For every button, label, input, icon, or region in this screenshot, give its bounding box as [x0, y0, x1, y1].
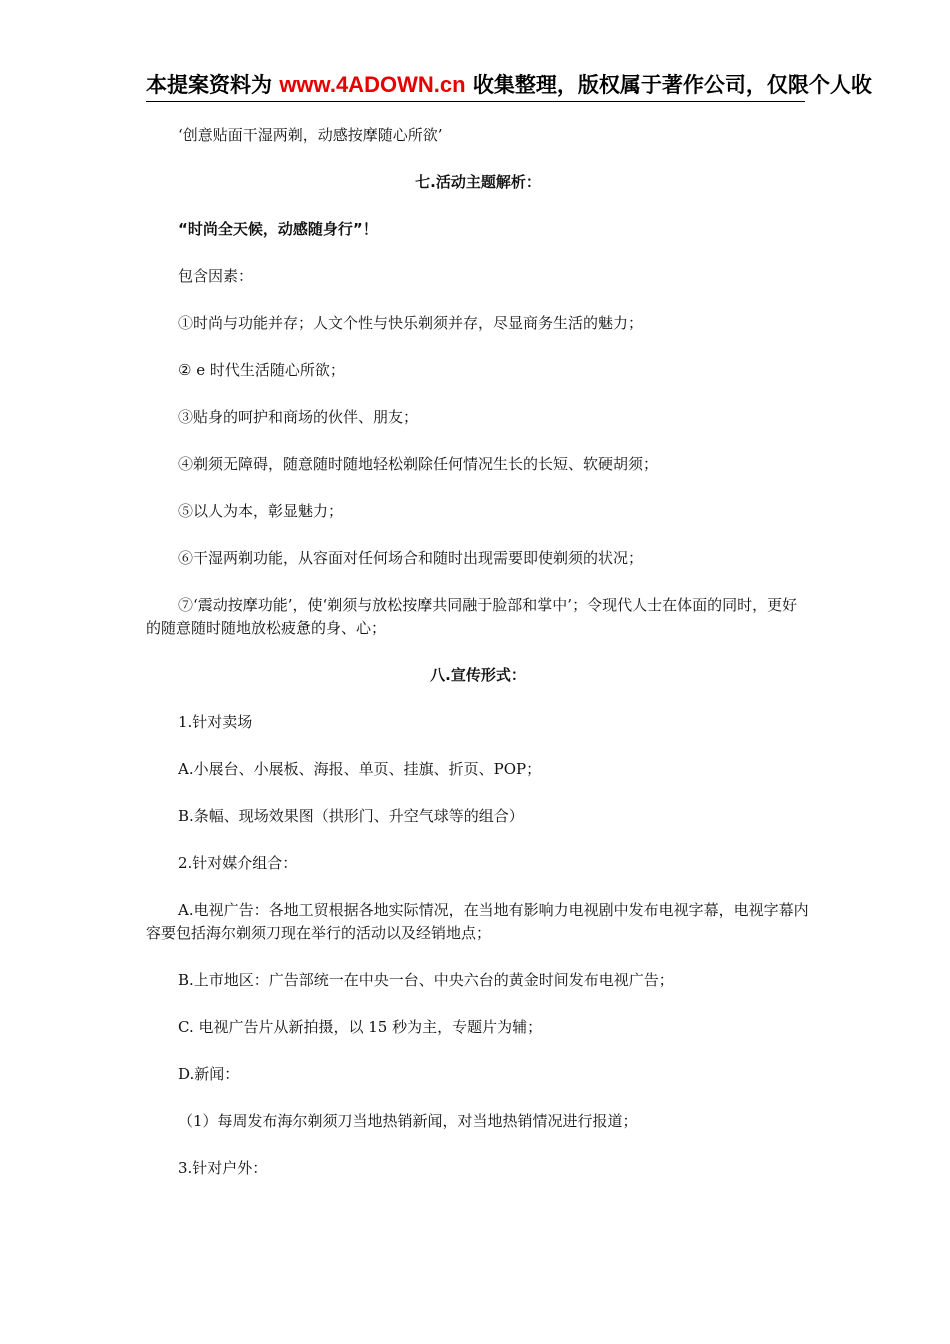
factor-item-4: ④剃须无障碍，随意随时随地轻松剃除任何情况生长的长短、软硬胡须；: [178, 455, 659, 473]
section-heading-7: 七.活动主题解析：: [415, 173, 541, 191]
promo-item-1a: A.小展台、小展板、海报、单页、挂旗、折页、POP；: [178, 760, 542, 778]
header-divider: [146, 101, 805, 102]
factor-item-7: ⑦‘震动按摩功能’，使‘剃须与放松按摩共同融于脸部和掌中’；令现代人士在体面的同时，更好的随意随时随地放松疲惫的身、心；: [146, 596, 798, 637]
promo-item-3: 3.针对户外：: [178, 1159, 268, 1177]
header-prefix: 本提案资料为: [146, 73, 280, 97]
promo-item-2c: C. 电视广告片从新拍摄，以 15 秒为主，专题片为辅；: [178, 1018, 543, 1036]
promo-item-1: 1.针对卖场: [178, 713, 253, 731]
promo-item-2: 2.针对媒介组合：: [178, 854, 298, 872]
document-body: [146, 124, 810, 1204]
factor-item-5: ⑤以人为本，彰显魅力；: [178, 502, 344, 520]
header-suffix: 收集整理，版权属于著作公司，仅限个人收: [465, 73, 872, 97]
promo-item-1b: B.条幅、现场效果图（拱形门、升空气球等的组合）: [178, 807, 524, 825]
theme-slogan: “时尚全天候，动感随身行”！: [178, 220, 378, 238]
factor-item-6: ⑥干湿两剃功能，从容面对任何场合和随时出现需要即使剃须的状况；: [178, 549, 644, 567]
factor-item-3: ③贴身的呵护和商场的伙伴、朋友；: [178, 408, 419, 426]
promo-item-2a: A.电视广告：各地工贸根据各地实际情况，在当地有影响力电视剧中发布电视字幕，电视字幕内容要包括海尔剃须刀现在举行的活动以及经销地点；: [146, 901, 809, 942]
factor-item-1: ①时尚与功能并存；人文个性与快乐剃须并存，尽显商务生活的魅力；: [178, 314, 644, 332]
header-site-link[interactable]: www.4ADOWN.cn: [279, 72, 466, 97]
promo-item-2d-1: （1）每周发布海尔剃须刀当地热销新闻，对当地热销情况进行报道；: [178, 1112, 638, 1130]
document-header: [146, 70, 950, 100]
promo-item-2d: D.新闻：: [178, 1065, 240, 1083]
factors-label: 包含因素：: [178, 267, 254, 285]
section-heading-8: 八.宣传形式：: [430, 666, 526, 684]
slogan-line: ‘创意贴面干湿两剃，动感按摩随心所欲’: [178, 126, 443, 144]
factor-item-2: ② e 时代生活随心所欲；: [178, 361, 345, 379]
promo-item-2b: B.上市地区：广告部统一在中央一台、中央六台的黄金时间发布电视广告；: [178, 971, 674, 989]
